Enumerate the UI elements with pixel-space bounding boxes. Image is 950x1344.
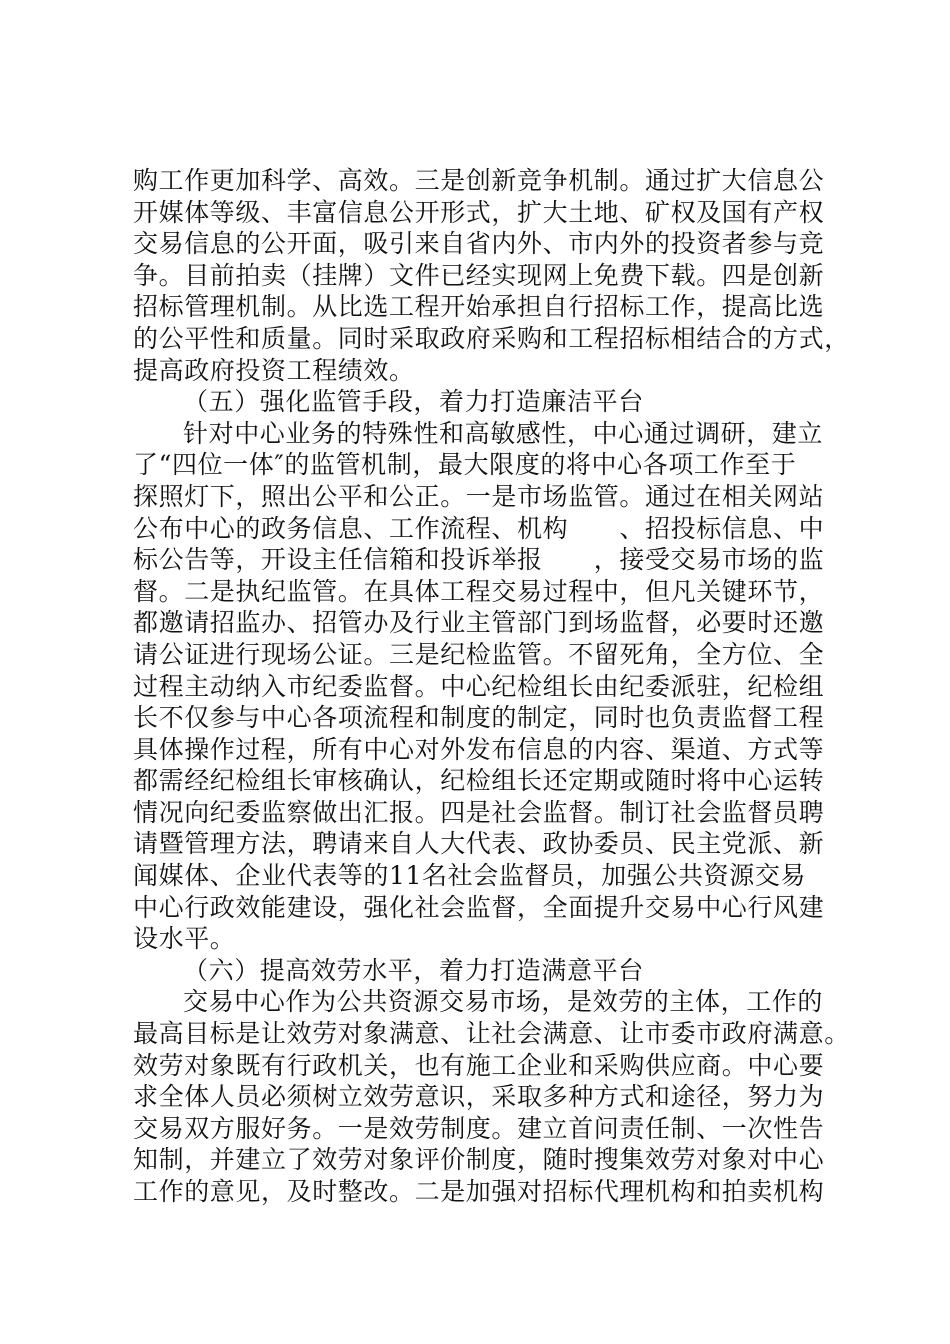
- text-line: 具体操作过程，所有中心对外发布信息的内容、渠道、方式等: [133, 734, 825, 764]
- text-line: 请公证进行现场公证。三是纪检监管。不留死角，全方位、全: [133, 639, 825, 669]
- text-line: 求全体人员必须树立效劳意识，采取多种方式和途径，努力为: [133, 1082, 825, 1112]
- text-line: 长不仅参与中心各项流程和制度的制定，同时也负责监督工程: [133, 703, 825, 733]
- paragraph-first-line: 交易中心作为公共资源交易市场，是效劳的主体，工作的: [183, 987, 824, 1017]
- text-line: 请暨管理方法，聘请来自人大代表、政协委员、民主党派、新: [133, 829, 825, 859]
- text-line: 开媒体等级、丰富信息公开形式，扩大土地、矿权及国有产权: [133, 197, 825, 227]
- text-line: 都需经纪检组长审核确认，纪检组长还定期或随时将中心运转: [133, 766, 825, 796]
- text-line: 工作的意见，及时整改。二是加强对招标代理机构和拍卖机构: [133, 1177, 825, 1206]
- text-line: 都邀请招监办、招管办及行业主管部门到场监督，必要时还邀: [133, 608, 825, 638]
- text-line: 探照灯下，照出公平和公正。一是市场监管。通过在相关网站: [133, 481, 825, 511]
- section-heading-6: （六）提高效劳水平，着力打造满意平台: [183, 955, 644, 985]
- text-line: 交易信息的公开面，吸引来自省内外、市内外的投资者参与竞: [133, 229, 825, 259]
- body-text: [133, 165, 850, 1208]
- text-line: 过程主动纳入市纪委监督。中心纪检组长由纪委派驻，纪检组: [133, 671, 825, 701]
- text-line: 公布中心的政务信息、工作流程、机构 、招投标信息、中: [133, 513, 825, 543]
- text-line: 知制，并建立了效劳对象评价制度，随时搜集效劳对象对中心: [133, 1145, 825, 1175]
- text-line: 购工作更加科学、高效。三是创新竞争机制。通过扩大信息公: [133, 166, 825, 195]
- text-line: 了“四位一体″的监管机制，最大限度的将中心各项工作至于: [133, 450, 797, 480]
- text-line: 闻媒体、企业代表等的11名社会监督员，加强公共资源交易: [133, 861, 807, 891]
- text-line: 情况向纪委监察做出汇报。四是社会监督。制订社会监督员聘: [133, 797, 825, 827]
- text-line: 标公告等，开设主任信箱和投诉举报 ，接受交易市场的监: [133, 545, 825, 575]
- text-line: 督。二是执纪监管。在具体工程交易过程中，但凡关键环节，: [133, 576, 825, 606]
- paragraph-first-line: 针对中心业务的特殊性和高敏感性，中心通过调研，建立: [183, 418, 824, 448]
- text-line: 交易双方服好务。一是效劳制度。建立首问责任制、一次性告: [133, 1113, 825, 1143]
- text-line: 的公平性和质量。同时采取政府采购和工程招标相结合的方式，: [133, 323, 850, 353]
- text-line: 招标管理机制。从比选工程开始承担自行招标工作，提高比选: [133, 292, 825, 322]
- text-line: 中心行政效能建设，强化社会监督，全面提升交易中心行风建: [133, 892, 825, 922]
- text-line: 争。目前拍卖（挂牌）文件已经实现网上免费下载。四是创新: [133, 260, 825, 290]
- text-line: 效劳对象既有行政机关，也有施工企业和采购供应商。中心要: [133, 1050, 825, 1080]
- text-line: 设水平。: [133, 924, 236, 954]
- text-line: 提高政府投资工程绩效。: [133, 355, 415, 385]
- text-line: 最高目标是让效劳对象满意、让社会满意、让市委市政府满意。: [133, 1019, 850, 1049]
- section-heading-5: （五）强化监管手段，着力打造廉洁平台: [183, 387, 644, 417]
